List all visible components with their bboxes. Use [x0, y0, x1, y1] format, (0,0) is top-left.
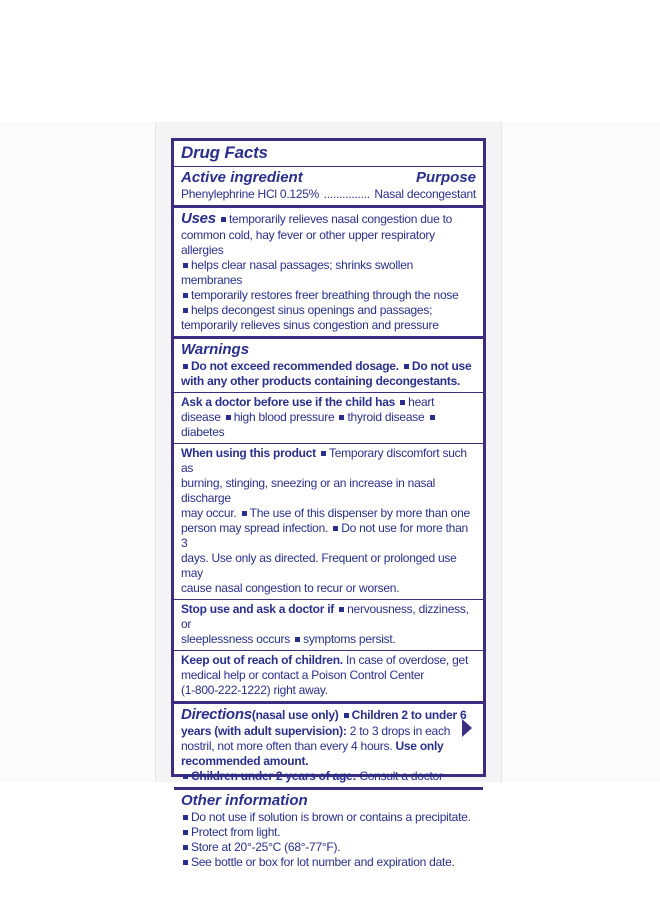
when-using-text: The use of this dispenser by more than one	[249, 506, 470, 520]
directions-text: nostril, not more often than every 4 hours.	[181, 739, 393, 753]
condition-text: heart	[408, 395, 435, 409]
purpose-heading: Purpose	[415, 169, 476, 186]
directions-text: Children 2 to under 6	[351, 708, 467, 722]
bullet-icon	[400, 400, 405, 405]
warning-text: Do not use	[411, 359, 472, 373]
ask-doctor-section	[174, 393, 483, 444]
condition-text: disease	[181, 410, 221, 424]
uses-line: common cold, hay fever or other upper respiratory allergies	[181, 228, 435, 257]
uses-line: helps clear nasal passages; shrinks swollen membranes	[181, 258, 414, 287]
other-information-section	[174, 790, 483, 873]
bullet-icon	[183, 860, 188, 865]
directions-text: recommended amount.	[181, 754, 309, 768]
directions-text: years (with adult supervision):	[181, 724, 347, 738]
bullet-icon	[295, 637, 300, 642]
directions-text: 2 to 3 drops in each	[349, 724, 451, 738]
uses-heading: Uses	[181, 210, 216, 227]
bullet-icon	[344, 713, 349, 718]
when-using-text: cause nasal congestion to recur or worsen.	[181, 581, 400, 595]
other-info-text: See bottle or box for lot number and expiration date.	[191, 855, 455, 869]
keep-out-heading: Keep out of reach of children.	[181, 653, 343, 667]
bullet-icon	[226, 415, 231, 420]
bullet-icon	[339, 607, 344, 612]
directions-subheading: (nasal use only)	[251, 708, 339, 722]
other-information-heading: Other information	[181, 792, 308, 809]
bullet-icon	[183, 293, 188, 298]
bullet-icon	[183, 830, 188, 835]
bullet-icon	[183, 845, 188, 850]
stop-use-section	[174, 600, 483, 651]
keep-out-section	[174, 651, 483, 704]
when-using-text: Do not use for more than 3	[181, 521, 468, 550]
keep-out-text: medical help or contact a Poison Control Center	[181, 668, 425, 682]
active-ingredient-section	[174, 167, 483, 208]
bullet-icon	[430, 415, 435, 420]
keep-out-text: In case of overdose, get	[345, 653, 469, 667]
condition-text: high blood pressure	[233, 410, 335, 424]
drug-facts-title: Drug Facts	[181, 143, 268, 162]
ask-doctor-heading: Ask a doctor before use if the child has	[181, 395, 396, 409]
when-using-section	[174, 444, 483, 600]
drug-facts-title-section	[174, 141, 483, 167]
warning-text: with any other products containing decongestants.	[181, 374, 461, 388]
uses-line: temporarily relieves sinus congestion and pressure	[181, 318, 439, 332]
when-using-text: Temporary discomfort such as	[181, 446, 467, 475]
bullet-icon	[339, 415, 344, 420]
when-using-heading: When using this product	[181, 446, 316, 460]
warnings-heading: Warnings	[181, 341, 250, 358]
keep-out-text: (1-800-222-1222) right away.	[181, 683, 328, 697]
uses-line: temporarily restores freer breathing through the nose	[191, 288, 459, 302]
condition-text: thyroid disease	[347, 410, 425, 424]
stop-use-text: sleeplessness occurs	[181, 632, 291, 646]
stop-use-text: nervousness, dizziness, or	[181, 602, 469, 631]
drug-facts-table	[171, 138, 486, 869]
when-using-text: burning, stinging, sneezing or an increase in nasal discharge	[181, 476, 436, 505]
other-info-text: Protect from light.	[191, 825, 281, 839]
ingredient-name: Phenylephrine HCl 0.125%	[181, 187, 320, 201]
bullet-icon	[333, 526, 338, 531]
uses-section	[174, 208, 483, 339]
directions-section	[174, 704, 483, 790]
bullet-icon	[183, 364, 188, 369]
condition-text: diabetes	[181, 425, 225, 439]
warning-text: Do not exceed recommended dosage.	[191, 359, 399, 373]
directions-text: Consult a doctor	[359, 769, 443, 783]
ingredient-purpose: Nasal decongestant	[374, 187, 476, 201]
bullet-icon	[183, 774, 188, 779]
directions-heading: Directions	[181, 706, 252, 723]
bullet-icon	[242, 511, 247, 516]
active-ingredient-heading: Active ingredient	[181, 169, 303, 186]
bullet-icon	[183, 263, 188, 268]
directions-text: Use only	[395, 739, 444, 753]
stop-use-heading: Stop use and ask a doctor if	[181, 602, 335, 616]
uses-line: temporarily relieves nasal congestion due to	[228, 212, 453, 226]
bullet-icon	[183, 308, 188, 313]
other-info-text: Do not use if solution is brown or contains a precipitate.	[191, 810, 471, 824]
when-using-text: person may spread infection.	[181, 521, 329, 535]
continue-arrow-icon	[462, 719, 472, 737]
directions-text: Children under 2 years of age:	[191, 769, 357, 783]
bullet-icon	[321, 451, 326, 456]
bullet-icon	[183, 815, 188, 820]
bullet-icon	[221, 217, 226, 222]
warnings-main-section	[174, 339, 483, 393]
bullet-icon	[404, 364, 409, 369]
when-using-text: days. Use only as directed. Frequent or prolonged use may	[181, 551, 457, 580]
when-using-text: may occur.	[181, 506, 237, 520]
stop-use-text: symptoms persist.	[303, 632, 396, 646]
leader-dots: ...............	[323, 187, 370, 201]
uses-line: helps decongest sinus openings and passages;	[191, 303, 433, 317]
other-info-text: Store at 20°-25°C (68°-77°F).	[191, 840, 341, 854]
